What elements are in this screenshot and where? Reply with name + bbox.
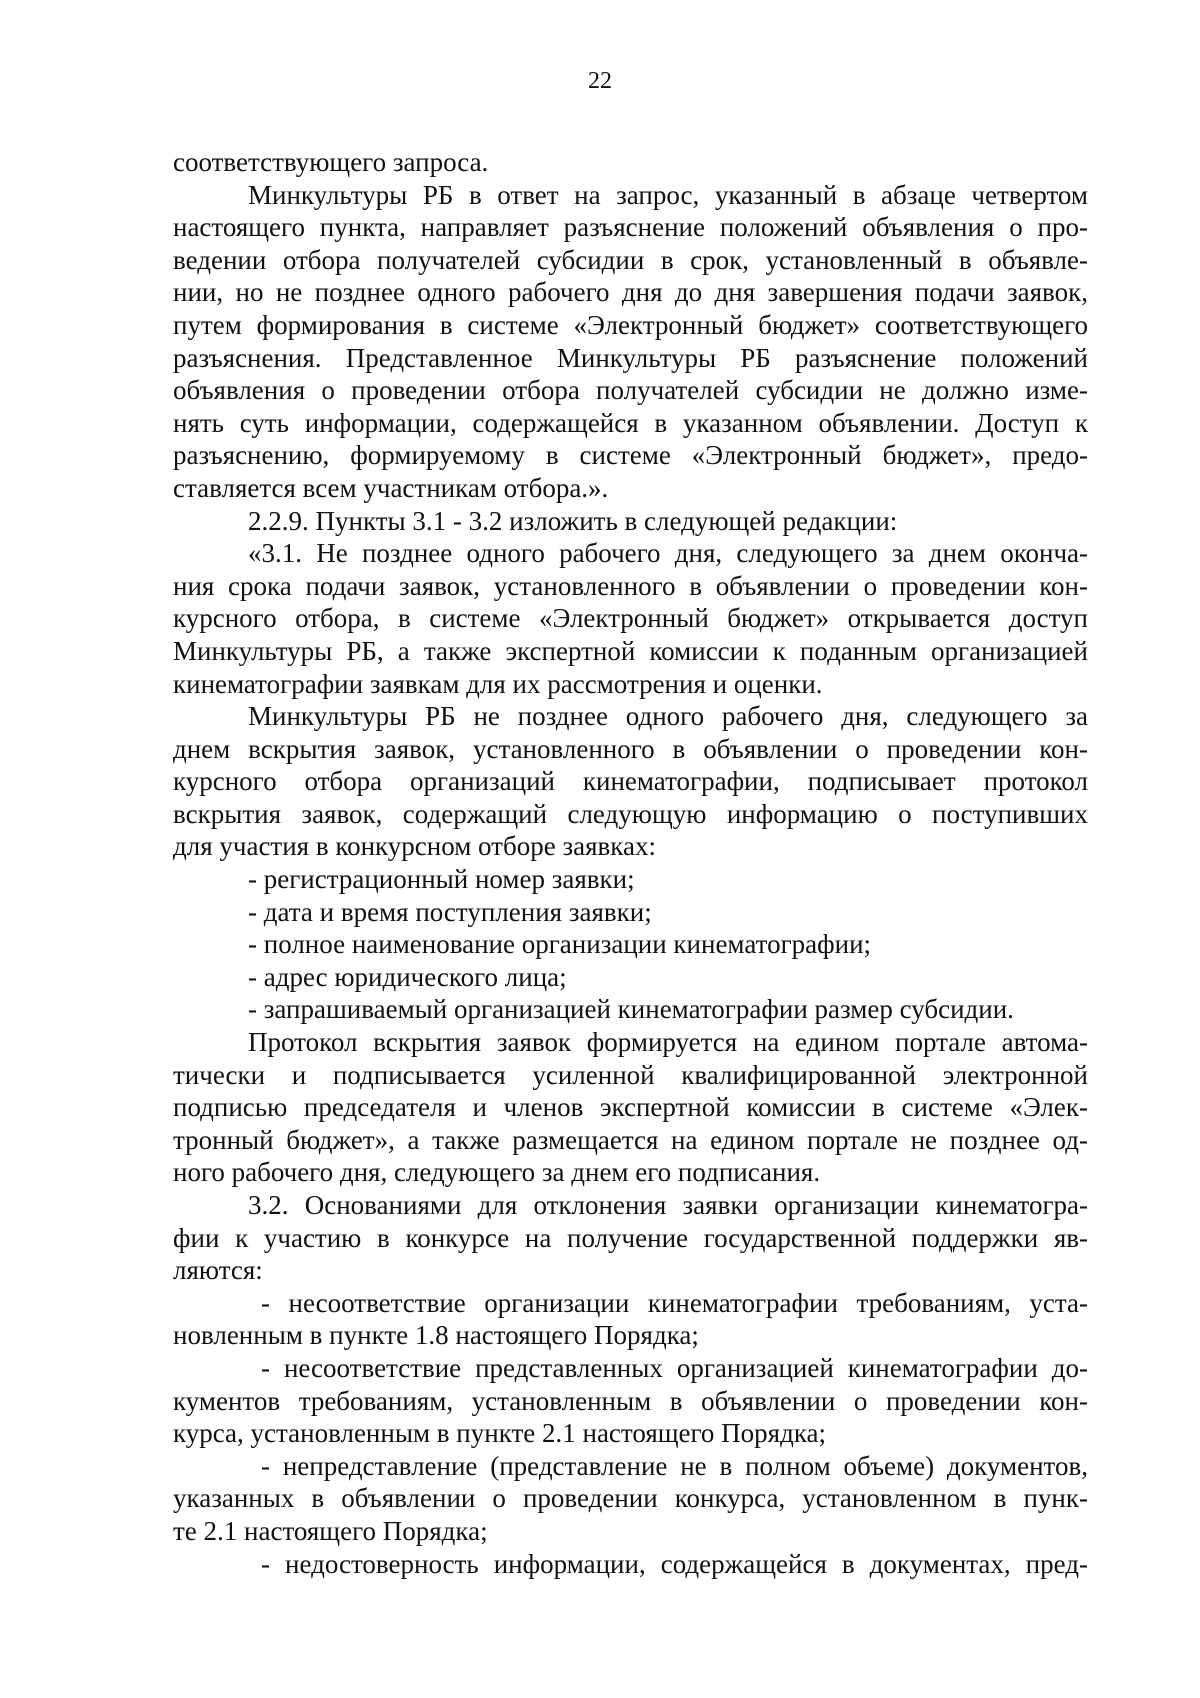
text-line: 3.2. Основаниями для отклонения заявки организации кинематогра-	[248, 1190, 1088, 1220]
text-line: «3.1. Не позднее одного рабочего дня, следующего за днем оконча-	[248, 538, 1088, 569]
text-line: нять суть информации, содержащейся в указанном объявлении. Доступ к	[173, 407, 1088, 438]
text-line: курсного отбора организаций кинематографии, подписывает протокол	[173, 766, 1088, 797]
text-line: ляются:	[173, 1255, 263, 1286]
text-line: ведении отбора получателей субсидии в срок, установленный в объявле-	[173, 244, 1088, 275]
list-item: - запрашиваемый организацией кинематографии размер субсидии.	[248, 994, 1014, 1025]
text-line: кинематографии заявкам для их рассмотрения и оценки.	[173, 668, 823, 699]
text-line: Минкультуры РБ, а также экспертной комиссии к поданным организацией	[173, 635, 1088, 666]
text-line: днем вскрытия заявок, установленного в объявлении о проведении кон-	[173, 733, 1088, 764]
text-line: вскрытия заявок, содержащий следующую информацию о поступивших	[173, 798, 1088, 829]
text-line: для участия в конкурсном отборе заявках:	[173, 831, 656, 862]
document-body	[173, 146, 1088, 1580]
list-item: - полное наименование организации кинематографии;	[248, 929, 872, 960]
text-line: разъяснения. Представленное Минкультуры РБ разъяснение положений	[173, 342, 1088, 373]
list-item: - недостоверность информации, содержащейся в документах, пред-	[261, 1548, 1088, 1579]
list-item: - адрес юридического лица;	[248, 961, 567, 992]
list-item: - дата и время поступления заявки;	[248, 896, 652, 927]
text-line: путем формирования в системе «Электронный бюджет» соответствующего	[173, 309, 1088, 340]
text-line: нии, но не позднее одного рабочего дня до дня завершения подачи заявок,	[173, 277, 1088, 308]
text-line: курсного отбора, в системе «Электронный бюджет» открывается доступ	[173, 603, 1088, 634]
text-line: Минкультуры РБ в ответ на запрос, указанный в абзаце четвертом	[248, 179, 1088, 210]
text-line: тронный бюджет», а также размещается на едином портале не позднее од-	[173, 1124, 1088, 1155]
text-line: ного рабочего дня, следующего за днем его подписания.	[173, 1157, 821, 1188]
text-line: Минкультуры РБ не позднее одного рабочего дня, следующего за	[248, 701, 1088, 732]
text-line: 2.2.9. Пункты 3.1 - 3.2 изложить в следующей редакции:	[248, 505, 898, 536]
page-number: 22	[588, 68, 612, 94]
text-line: Протокол вскрытия заявок формируется на едином портале автома-	[248, 1027, 1088, 1058]
text-line: курса, установленным в пункте 2.1 настоящего Порядка;	[173, 1418, 827, 1449]
text-line: ния срока подачи заявок, установленного в объявлении о проведении кон-	[173, 570, 1088, 601]
text-line: кументов требованиям, установленным в объявлении о проведении кон-	[173, 1385, 1088, 1416]
list-item: - регистрационный номер заявки;	[248, 864, 635, 895]
text-line: разъяснению, формируемому в системе «Электронный бюджет», предо-	[173, 440, 1088, 471]
list-item: - несоответствие представленных организацией кинематографии до-	[261, 1352, 1088, 1383]
text-line: объявления о проведении отбора получателей субсидии не должно изме-	[173, 375, 1088, 406]
text-line: тически и подписывается усиленной квалифицированной электронной	[173, 1059, 1088, 1090]
text-line: соответствующего запроса.	[173, 147, 489, 177]
text-line: фии к участию в конкурсе на получение государственной поддержки яв-	[173, 1222, 1088, 1253]
text-line: те 2.1 настоящего Порядка;	[173, 1515, 488, 1546]
text-line: подписью председателя и членов экспертной комиссии в системе «Элек-	[173, 1092, 1088, 1123]
text-line: новленным в пункте 1.8 настоящего Порядка;	[173, 1320, 699, 1351]
text-line: ставляется всем участникам отбора.».	[173, 472, 609, 503]
text-line: настоящего пункта, направляет разъяснение положений объявления о про-	[173, 212, 1088, 243]
list-item: - непредставление (представление не в полном объеме) документов,	[261, 1450, 1088, 1481]
text-line: указанных в объявлении о проведении конкурса, установленном в пунк-	[173, 1483, 1088, 1514]
list-item: - несоответствие организации кинематографии требованиям, уста-	[261, 1287, 1088, 1318]
